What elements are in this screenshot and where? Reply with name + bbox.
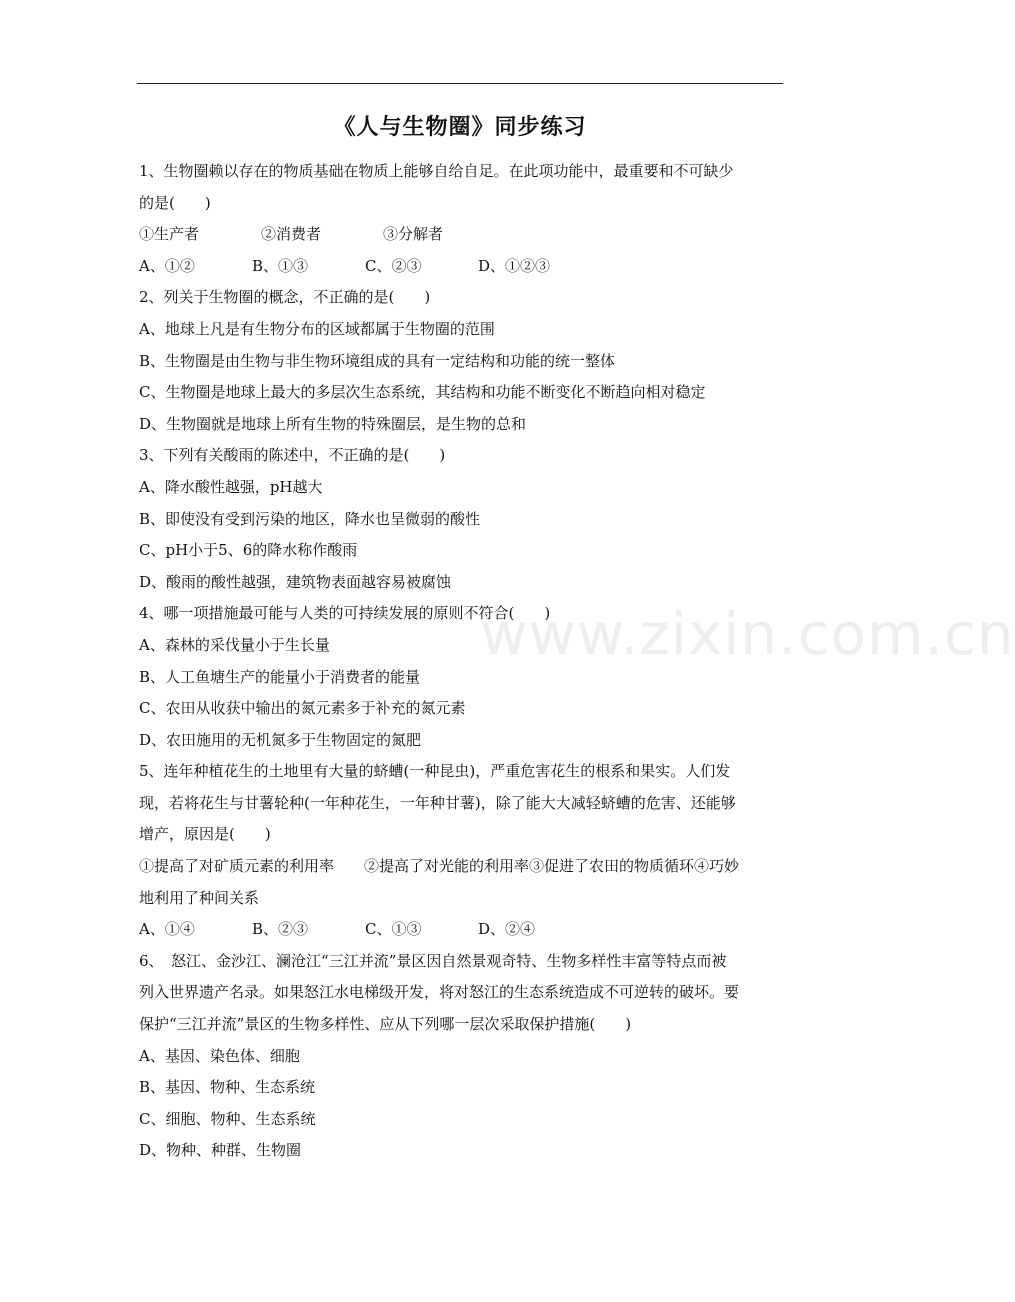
q5-options — [139, 914, 787, 946]
q6-option-a: A、基因、染色体、细胞 — [139, 1046, 300, 1065]
q5-option-c: C、①③ — [365, 920, 422, 939]
q5-stem-line3: 增产，原因是( ) — [139, 825, 271, 844]
q1-options — [139, 251, 787, 283]
q2-option-d: D、生物圈就是地球上所有生物的特殊圈层，是生物的总和 — [139, 414, 527, 433]
q2-option-a: A、地球上凡是有生物分布的区域都属于生物圈的范围 — [139, 319, 495, 338]
q5-option-d: D、②④ — [478, 920, 536, 939]
header-rule — [137, 83, 783, 84]
q5-option-a: A、①④ — [139, 920, 195, 939]
q1-option-b: B、①③ — [252, 256, 309, 275]
q6-stem-line1: 6、 怒江、金沙江、澜沧江“三江并流”景区因自然景观奇特、生物多样性丰富等特点而被 — [139, 951, 727, 970]
q5-items-line1: ①提高了对矿质元素的利用率 ②提高了对光能的利用率③促进了农田的物质循环④巧妙 — [139, 857, 740, 876]
q6-option-b: B、基因、物种、生态系统 — [139, 1078, 316, 1097]
q5-stem-line1: 5、连年种植花生的土地里有大量的蛴螬(一种昆虫)，严重危害花生的根系和果实。人们发 — [139, 762, 731, 781]
q1-item-3: ③分解者 — [383, 225, 444, 244]
q6-option-d: D、物种、种群、生物圈 — [139, 1141, 302, 1160]
q3-option-a: A、降水酸性越强，pH越大 — [139, 477, 323, 496]
q1-item-1: ①生产者 — [139, 225, 200, 244]
q1-option-c: C、②③ — [365, 256, 422, 275]
q1-stem-line1: 1、生物圈赖以存在的物质基础在物质上能够自给自足。在此项功能中，最重要和不可缺少 — [139, 162, 734, 180]
q4-option-b: B、人工鱼塘生产的能量小于消费者的能量 — [139, 667, 421, 686]
q3-option-d: D、酸雨的酸性越强，建筑物表面越容易被腐蚀 — [139, 572, 452, 591]
q1-items — [139, 219, 787, 251]
question-list — [139, 156, 787, 1167]
q2-stem: 2、列关于生物圈的概念，不正确的是( ) — [139, 288, 431, 307]
q4-option-d: D、农田施用的无机氮多于生物固定的氮肥 — [139, 730, 422, 749]
q1-option-d: D、①②③ — [478, 256, 551, 275]
q4-option-c: C、农田从收获中输出的氮元素多于补充的氮元素 — [139, 699, 466, 718]
q6-stem-line3: 保护“三江并流”景区的生物多样性、应从下列哪一层次采取保护措施( ) — [139, 1015, 632, 1034]
page-title: 《人与生物圈》同步练习 — [333, 115, 587, 140]
q1-option-a: A、①② — [139, 256, 195, 275]
q4-option-a: A、森林的采伐量小于生长量 — [139, 635, 330, 654]
q6-stem-line2: 列入世界遗产名录。如果怒江水电梯级开发，将对怒江的生态系统造成不可逆转的破坏。要 — [139, 983, 740, 1002]
q5-items-line2: 地利用了种间关系 — [139, 888, 260, 907]
q2-option-c: C、生物圈是地球上最大的多层次生态系统，其结构和功能不断变化不断趋向相对稳定 — [139, 383, 706, 402]
q1-item-2: ②消费者 — [261, 225, 322, 244]
q4-stem: 4、哪一项措施最可能与人类的可持续发展的原则不符合( ) — [139, 604, 551, 623]
q3-option-c: C、pH小于5、6的降水称作酸雨 — [139, 541, 358, 560]
q2-option-b: B、生物圈是由生物与非生物环境组成的具有一定结构和功能的统一整体 — [139, 351, 616, 370]
q5-stem-line2: 现，若将花生与甘薯轮种(一年种花生，一年种甘薯)，除了能大大减轻蛴螬的危害、还能够 — [139, 793, 736, 812]
q3-stem: 3、下列有关酸雨的陈述中，不正确的是( ) — [139, 446, 446, 465]
q5-option-b: B、②③ — [252, 920, 309, 939]
q6-option-c: C、细胞、物种、生态系统 — [139, 1109, 316, 1128]
q3-option-b: B、即使没有受到污染的地区，降水也呈微弱的酸性 — [139, 509, 481, 528]
q1-stem-line2: 的是( ) — [139, 193, 211, 212]
watermark: www.zixin.com.cn — [480, 600, 1015, 668]
